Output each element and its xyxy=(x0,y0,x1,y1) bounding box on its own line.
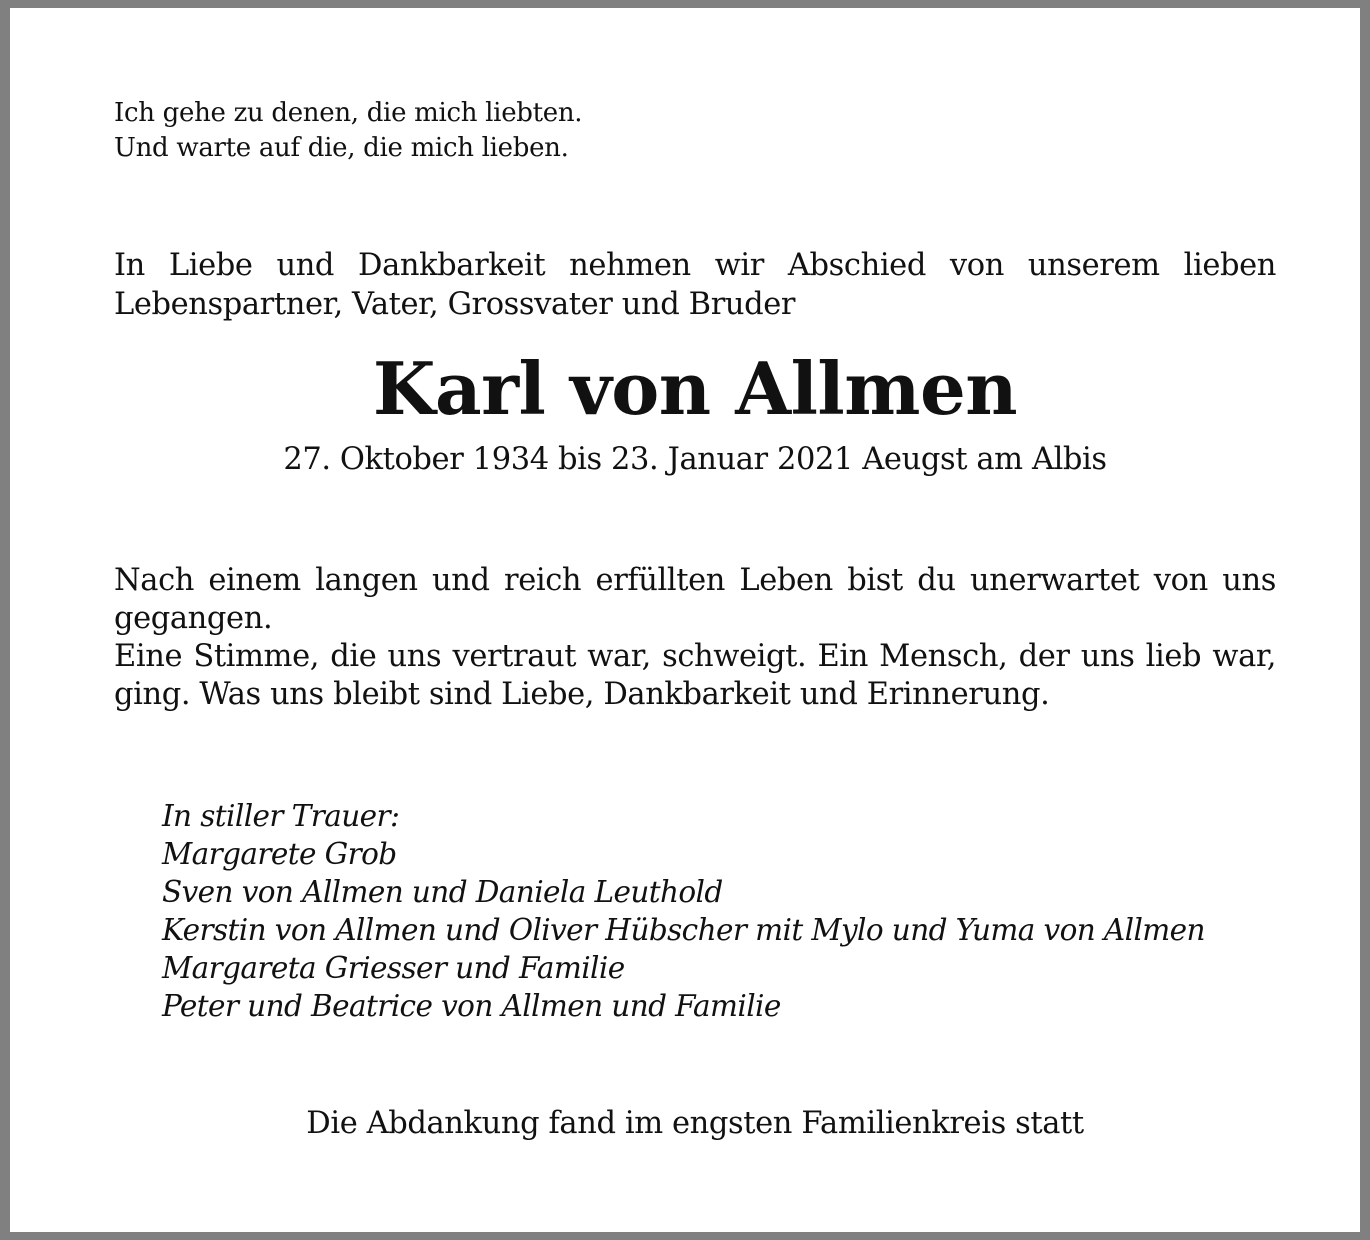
mourner-name: Kerstin von Allmen und Oliver Hübscher mit Mylo und Yuma von Allmen xyxy=(162,913,1205,947)
deceased-name: Karl von Allmen xyxy=(372,346,1018,431)
mourner-name: Margareta Griesser und Familie xyxy=(162,951,625,985)
mourner-name: Peter und Beatrice von Allmen und Familie xyxy=(162,989,781,1023)
motto-line-2: Und warte auf die, die mich lieben. xyxy=(114,133,569,163)
motto-verse xyxy=(114,96,814,166)
body-text xyxy=(114,562,1276,714)
intro-text: In Liebe und Dankbarkeit nehmen wir Abschied von unserem lieben Lebenspartner, Vater, Grossvater und Bruder xyxy=(114,248,1276,322)
funeral-notice: Die Abdankung fand im engsten Familienkreis statt xyxy=(306,1106,1084,1141)
mourners-heading: In stiller Trauer: xyxy=(162,799,400,833)
mourner-name: Sven von Allmen und Daniela Leuthold xyxy=(162,875,723,909)
life-dates: 27. Oktober 1934 bis 23. Januar 2021 Aeugst am Albis xyxy=(283,442,1107,477)
motto-line-1: Ich gehe zu denen, die mich liebten. xyxy=(114,98,583,128)
body-paragraph-1: Nach einem langen und reich erfüllten Leben bist du unerwartet von uns gegangen. xyxy=(114,563,1276,636)
mourners-list xyxy=(162,797,1278,1025)
mourner-name: Margarete Grob xyxy=(162,837,397,871)
body-paragraph-2: Eine Stimme, die uns vertraut war, schweigt. Ein Mensch, der uns lieb war, ging. Was uns bleibt sind Liebe, Dankbarkeit und Erinnerung. xyxy=(114,639,1276,712)
